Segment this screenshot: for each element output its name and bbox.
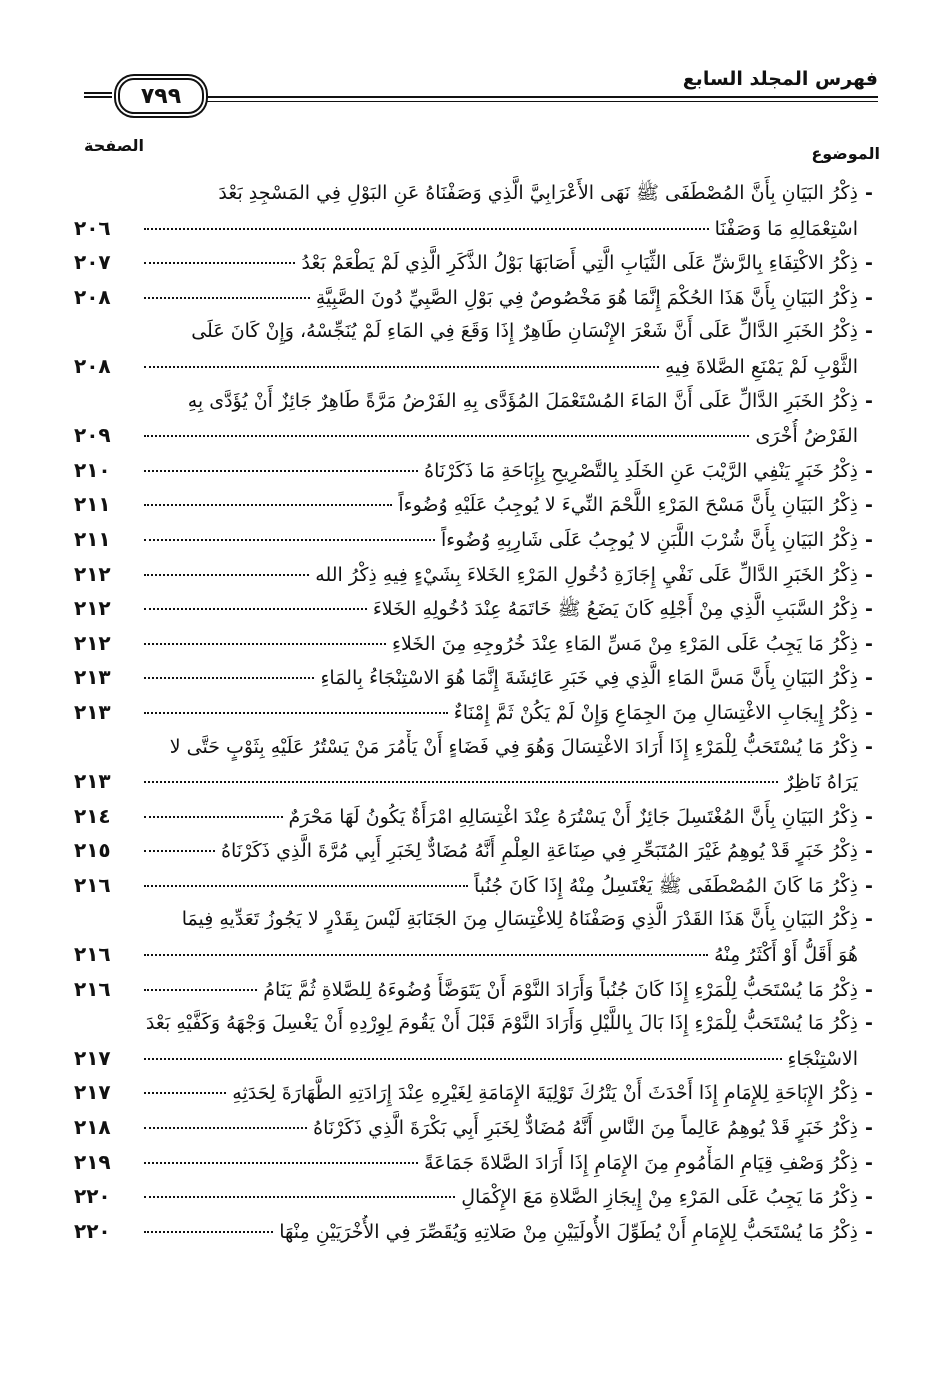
index-entry: [74, 176, 880, 245]
entry-text: ذِكْرُ خَبَرٍ يَنْفِي الرَّيْبَ عَنِ الخَلَدِ بِالتَّصْرِيحِ بِإِبَاحَةِ مَا ذَكَرْنَاهُ: [424, 459, 858, 482]
entry-page-number: ٢١٤: [74, 803, 111, 828]
entry-line: [74, 1041, 880, 1076]
entry-page-number: ٢٠٨: [74, 353, 111, 378]
dot-leader: [144, 435, 749, 437]
entry-text: ذِكْرُ البَيَانِ بِأَنَّ مَسَّ المَاءِ الَّذِي فِي خَبَرِ عَائِشَةَ إِنَّمَا هُوَ الاسْتِنْجَاءُ بِالمَاءِ: [320, 667, 858, 690]
page-column-label: الصفحة: [84, 136, 145, 155]
dot-leader: [144, 954, 708, 956]
dot-leader: [144, 574, 309, 576]
entry-text: ذِكْرُ الإِبَاحَةِ لِلإِمَامِ إِذَا أَحْدَثَ أَنْ يَتْرُكَ تَوْلِيَةَ الإِمَامَةِ لِغَيْرِهِ عِنْدَ إِرَادَتِهِ الطَّهَارَةَ لِحَدَثِهِ: [232, 1082, 858, 1105]
entry-line: [74, 833, 880, 868]
dot-leader: [144, 781, 778, 783]
entry-line: [74, 1110, 880, 1145]
entry-text: ذِكْرُ وَصْفِ قِيَامِ المَأْمُومِ مِنَ الإِمَامِ إِذَا أَرَادَ الصَّلاةَ جَمَاعَةً: [424, 1151, 858, 1174]
entry-line: [74, 349, 880, 384]
header-rule-left: [84, 92, 112, 98]
entry-bullet-dash: -: [865, 286, 873, 309]
entry-page-number: ٢٠٦: [74, 215, 111, 240]
entry-page-number: ٢١٢: [74, 596, 111, 621]
index-entry: [74, 557, 880, 592]
dot-leader: [144, 262, 295, 264]
entry-bullet-dash: -: [865, 563, 873, 586]
entry-line: [74, 1214, 880, 1249]
index-entry: [74, 1110, 880, 1145]
entry-bullet-dash: -: [865, 494, 873, 517]
entry-line: [74, 384, 880, 419]
entry-page-number: ٢١٧: [74, 1080, 111, 1105]
entry-bullet-dash: -: [865, 667, 873, 690]
entry-text: ذِكْرُ مَا يَجِبُ عَلَى المَرْءِ مِنْ إِيجَازِ الصَّلاةِ مَعَ الإِكْمَالِ: [461, 1186, 858, 1209]
entry-page-number: ٢١٦: [74, 872, 111, 897]
entry-bullet-dash: -: [865, 389, 873, 412]
index-entries: [74, 176, 880, 1248]
index-entry: [74, 660, 880, 695]
entry-page-number: ٢١٩: [74, 1149, 111, 1174]
entry-bullet-dash: -: [865, 1012, 873, 1035]
entry-line: [74, 1075, 880, 1110]
index-entry: [74, 1179, 880, 1214]
index-entry: [74, 453, 880, 488]
dot-leader: [144, 504, 392, 506]
entry-line: [74, 695, 880, 730]
entry-line: [74, 176, 880, 211]
entry-bullet-dash: -: [865, 1151, 873, 1174]
entry-line: [74, 245, 880, 280]
entry-bullet-dash: -: [865, 735, 873, 758]
entry-text: ذِكْرُ مَا يُسْتَحَبُّ لِلْمَرْءِ إِذَا أَرَادَ الاغْتِسَالَ وَهُوَ فِي فَضَاءٍ أَنْ يَأْمُرَ مَنْ يَسْتُرُ عَلَيْهِ بِثَوْبٍ حَتَّى لا: [169, 735, 858, 758]
index-entry: [74, 1006, 880, 1075]
dot-leader: [144, 297, 310, 299]
entry-text: اسْتِعْمَالِهِ مَا وَصَفْنَا: [714, 217, 858, 240]
entry-line: [74, 972, 880, 1007]
dot-leader: [144, 885, 468, 887]
dot-leader: [144, 1231, 273, 1233]
entry-line: [74, 1145, 880, 1180]
entry-text: ذِكْرُ خَبَرٍ قَدْ يُوهِمُ غَيْرَ المُتَبَحِّرِ فِي صِنَاعَةِ العِلْمِ أَنَّهُ مُضَادٌّ لِخَبَرِ أَبِي مُرَّةَ الَّذِي ذَكَرْنَاهُ: [221, 840, 858, 863]
entry-bullet-dash: -: [865, 459, 873, 482]
index-entry: [74, 245, 880, 280]
index-entry: [74, 833, 880, 868]
index-entry: [74, 1214, 880, 1249]
dot-leader: [144, 816, 283, 818]
entry-bullet-dash: -: [865, 632, 873, 655]
page-header: [84, 68, 878, 116]
index-entry: [74, 1075, 880, 1110]
entry-line: [74, 314, 880, 349]
index-entry: [74, 799, 880, 834]
entry-text: ذِكْرُ مَا كَانَ المُصْطَفَى ﷺ يَغْتَسِلُ مِنْهُ إِذَا كَانَ جُنُباً: [473, 874, 858, 897]
entry-line: [74, 660, 880, 695]
entry-bullet-dash: -: [865, 320, 873, 343]
entry-bullet-dash: -: [865, 908, 873, 931]
dot-leader: [144, 1162, 418, 1164]
header-rule-right: [206, 96, 878, 102]
entry-line: [74, 557, 880, 592]
index-entry: [74, 1145, 880, 1180]
dot-leader: [144, 712, 448, 714]
entry-page-number: ٢١٦: [74, 942, 111, 967]
entry-page-number: ٢٠٨: [74, 284, 111, 309]
index-entry: [74, 730, 880, 799]
entry-page-number: ٢١١: [74, 492, 111, 517]
entry-line: [74, 487, 880, 522]
dot-leader: [144, 677, 314, 679]
dot-leader: [144, 1127, 307, 1129]
entry-line: [74, 730, 880, 765]
dot-leader: [144, 228, 709, 230]
entry-page-number: ٢٢٠: [74, 1184, 111, 1209]
page-number: ٧٩٩: [118, 78, 204, 114]
dot-leader: [144, 608, 367, 610]
entry-text: ذِكْرُ مَا يُسْتَحَبُّ لِلْمَرْءِ إِذَا بَالَ بِاللَّيْلِ وَأَرَادَ النَّوْمَ قَبْلَ أَنْ يَقُومَ لِوِرْدِهِ أَنْ يَغْسِلَ وَجْهَهُ وَكَفَّيْهِ بَعْدَ: [145, 1012, 858, 1035]
entry-line: [74, 418, 880, 453]
entry-text: يَرَاهُ نَاظِرٌ: [784, 771, 858, 794]
entry-bullet-dash: -: [865, 528, 873, 551]
entry-page-number: ٢١٣: [74, 769, 111, 794]
index-entry: [74, 314, 880, 383]
entry-text: ذِكْرُ البَيَانِ بِأَنَّ هَذَا القَدْرَ الَّذِي وَصَفْنَاهُ لِلاغْتِسَالِ مِنَ الجَنَابَةِ لَيْسَ بِقَدْرٍ لا يَجُوزُ تَعَدِّيهِ فِيمَا: [181, 908, 858, 931]
entry-line: [74, 591, 880, 626]
entry-text: ذِكْرُ مَا يَجِبُ عَلَى المَرْءِ مِنْ مَسِّ المَاءِ عِنْدَ خُرُوجِهِ مِنَ الخَلاءِ: [392, 632, 858, 655]
entry-bullet-dash: -: [865, 182, 873, 204]
dot-leader: [144, 1058, 782, 1060]
entry-text: ذِكْرُ الاكْتِفَاءِ بِالرَّشِّ عَلَى الثِّيَابِ الَّتِي أَصَابَهَا بَوْلُ الذَّكَرِ الَّذِي لَمْ يَطْعَمْ بَعْدُ: [301, 252, 858, 275]
dot-leader: [144, 1196, 455, 1198]
index-entry: [74, 522, 880, 557]
entry-line: [74, 937, 880, 972]
entry-text: الثَّوْبِ لَمْ يَمْنَعِ الصَّلاةَ فِيهِ: [664, 355, 858, 378]
entry-text: ذِكْرُ البَيَانِ بِأَنَّ هَذَا الحُكْمَ إِنَّمَا هُوَ مَخْصُوصٌ فِي بَوْلِ الصَّبِيِّ دُونَ الصَّبِيَّةِ: [315, 286, 858, 309]
entry-bullet-dash: -: [865, 978, 873, 1001]
entry-page-number: ٢١٣: [74, 665, 111, 690]
index-entry: [74, 972, 880, 1007]
entry-page-number: ٢١٢: [74, 630, 111, 655]
entry-line: [74, 902, 880, 937]
entry-text: ذِكْرُ البَيَانِ بِأَنَّ المُغْتَسِلَ جَائِزٌ أَنْ يَسْتُرَهُ عِنْدَ اغْتِسَالِهِ امْرَأَةٌ يَكُونُ لَهَا مَحْرَمٌ: [288, 805, 858, 828]
entry-text: ذِكْرُ الخَبَرِ الدَّالِّ عَلَى أَنَّ المَاءَ المُسْتَعْمَلَ المُؤَدَّى بِهِ الفَرْضُ مَرَّةً طَاهِرٌ جَائِزٌ أَنْ يُؤَدَّى بِهِ: [187, 389, 858, 412]
entry-text: هُوَ أَقَلُّ أَوْ أَكْثَرُ مِنْهُ: [714, 944, 858, 967]
entry-line: [74, 280, 880, 315]
entry-bullet-dash: -: [865, 1220, 873, 1243]
dot-leader: [144, 539, 435, 541]
entry-bullet-dash: -: [865, 1117, 873, 1140]
entry-bullet-dash: -: [865, 1082, 873, 1105]
entry-page-number: ٢١٣: [74, 699, 111, 724]
entry-line: [74, 522, 880, 557]
entry-text: ذِكْرُ مَا يُسْتَحَبُّ لِلإِمَامِ أَنْ يُطَوِّلَ الأُولَيَيْنِ مِنْ صَلاتِهِ وَيُقَصِّرَ فِي الأُخْرَيَيْنِ مِنْهَا: [279, 1220, 858, 1243]
entry-bullet-dash: -: [865, 598, 873, 621]
entry-text: ذِكْرُ البَيَانِ بِأَنَّ مَسْحَ المَرْءِ اللَّحْمَ النِّيءَ لا يُوجِبُ عَلَيْهِ وُضُوءاً: [398, 494, 858, 517]
entry-bullet-dash: -: [865, 701, 873, 724]
entry-page-number: ٢١٦: [74, 976, 111, 1001]
entry-text: ذِكْرُ إِيجَابِ الاغْتِسَالِ مِنَ الجِمَاعِ وَإِنْ لَمْ يَكُنْ ثَمَّ إِمْنَاءٌ: [453, 701, 858, 724]
entry-text: ذِكْرُ الخَبَرِ الدَّالِّ عَلَى أَنَّ شَعْرَ الإِنْسَانِ طَاهِرٌ إِذَا وَقَعَ فِي المَاءِ لَمْ يُنَجِّسْهُ، وَإِنْ كَانَ عَلَى: [191, 320, 858, 343]
entry-line: [74, 868, 880, 903]
dot-leader: [144, 1092, 226, 1094]
index-entry: [74, 591, 880, 626]
entry-line: [74, 1179, 880, 1214]
index-entry: [74, 626, 880, 661]
entry-page-number: ٢٠٧: [74, 250, 111, 275]
entry-bullet-dash: -: [865, 252, 873, 275]
dot-leader: [144, 989, 257, 991]
entry-page-number: ٢١٧: [74, 1045, 111, 1070]
index-entry: [74, 695, 880, 730]
index-entry: [74, 868, 880, 903]
entry-page-number: ٢١١: [74, 526, 111, 551]
entry-line: [74, 211, 880, 246]
entry-text: ذِكْرُ الخَبَرِ الدَّالِّ عَلَى نَفْيِ إِجَازَةِ دُخُولِ المَرْءِ الخَلاءَ بِشَيْءٍ فِيهِ ذِكْرُ الله: [315, 563, 858, 586]
topic-column-label: الموضوع: [811, 144, 880, 163]
entry-line: [74, 799, 880, 834]
index-entry: [74, 280, 880, 315]
dot-leader: [144, 643, 386, 645]
running-title: فهرس المجلد السابع: [677, 68, 878, 90]
entry-text: ذِكْرُ السَّبَبِ الَّذِي مِنْ أَجْلِهِ كَانَ يَضَعُ ﷺ خَاتَمَهُ عِنْدَ دُخُولِهِ الخَلاءَ: [372, 598, 858, 621]
index-entry: [74, 902, 880, 971]
entry-bullet-dash: -: [865, 874, 873, 897]
entry-line: [74, 764, 880, 799]
entry-text: ذِكْرُ البَيَانِ بِأَنَّ المُصْطَفَى ﷺ نَهَى الأَعْرَابِيَّ الَّذِي وَصَفْنَاهُ عَنِ البَوْلِ فِي المَسْجِدِ بَعْدَ: [218, 182, 858, 204]
entry-text: الاسْتِنْجَاءِ: [787, 1047, 858, 1070]
entry-bullet-dash: -: [865, 840, 873, 863]
entry-page-number: ٢١٢: [74, 561, 111, 586]
entry-text: الفَرْضُ أُخْرَى: [755, 425, 858, 448]
entry-page-number: ٢١٠: [74, 457, 111, 482]
entry-line: [74, 1006, 880, 1041]
entry-page-number: ٢٠٩: [74, 423, 111, 448]
index-entry: [74, 487, 880, 522]
entry-line: [74, 453, 880, 488]
entry-text: ذِكْرُ مَا يُسْتَحَبُّ لِلْمَرْءِ إِذَا كَانَ جُنُباً وَأَرَادَ النَّوْمَ أَنْ يَتَوَضَّأَ وُضُوءَهُ لِلصَّلاةِ ثُمَّ يَنَامُ: [263, 978, 858, 1001]
dot-leader: [144, 850, 215, 852]
entry-text: ذِكْرُ خَبَرٍ قَدْ يُوهِمُ عَالِماً مِنَ النَّاسِ أَنَّهُ مُضَادٌّ لِخَبَرِ أَبِي بَكْرَةَ الَّذِي ذَكَرْنَاهُ: [313, 1117, 858, 1140]
dot-leader: [144, 470, 418, 472]
dot-leader: [144, 366, 659, 368]
entry-page-number: ٢١٨: [74, 1115, 111, 1140]
entry-line: [74, 626, 880, 661]
entry-bullet-dash: -: [865, 805, 873, 828]
entry-text: ذِكْرُ البَيَانِ بِأَنَّ شُرْبَ اللَّبَنِ لا يُوجِبُ عَلَى شَارِبِهِ وُضُوءاً: [441, 528, 858, 551]
index-entry: [74, 384, 880, 453]
entry-page-number: ٢١٥: [74, 838, 111, 863]
entry-page-number: ٢٢٠: [74, 1218, 111, 1243]
entry-bullet-dash: -: [865, 1186, 873, 1209]
